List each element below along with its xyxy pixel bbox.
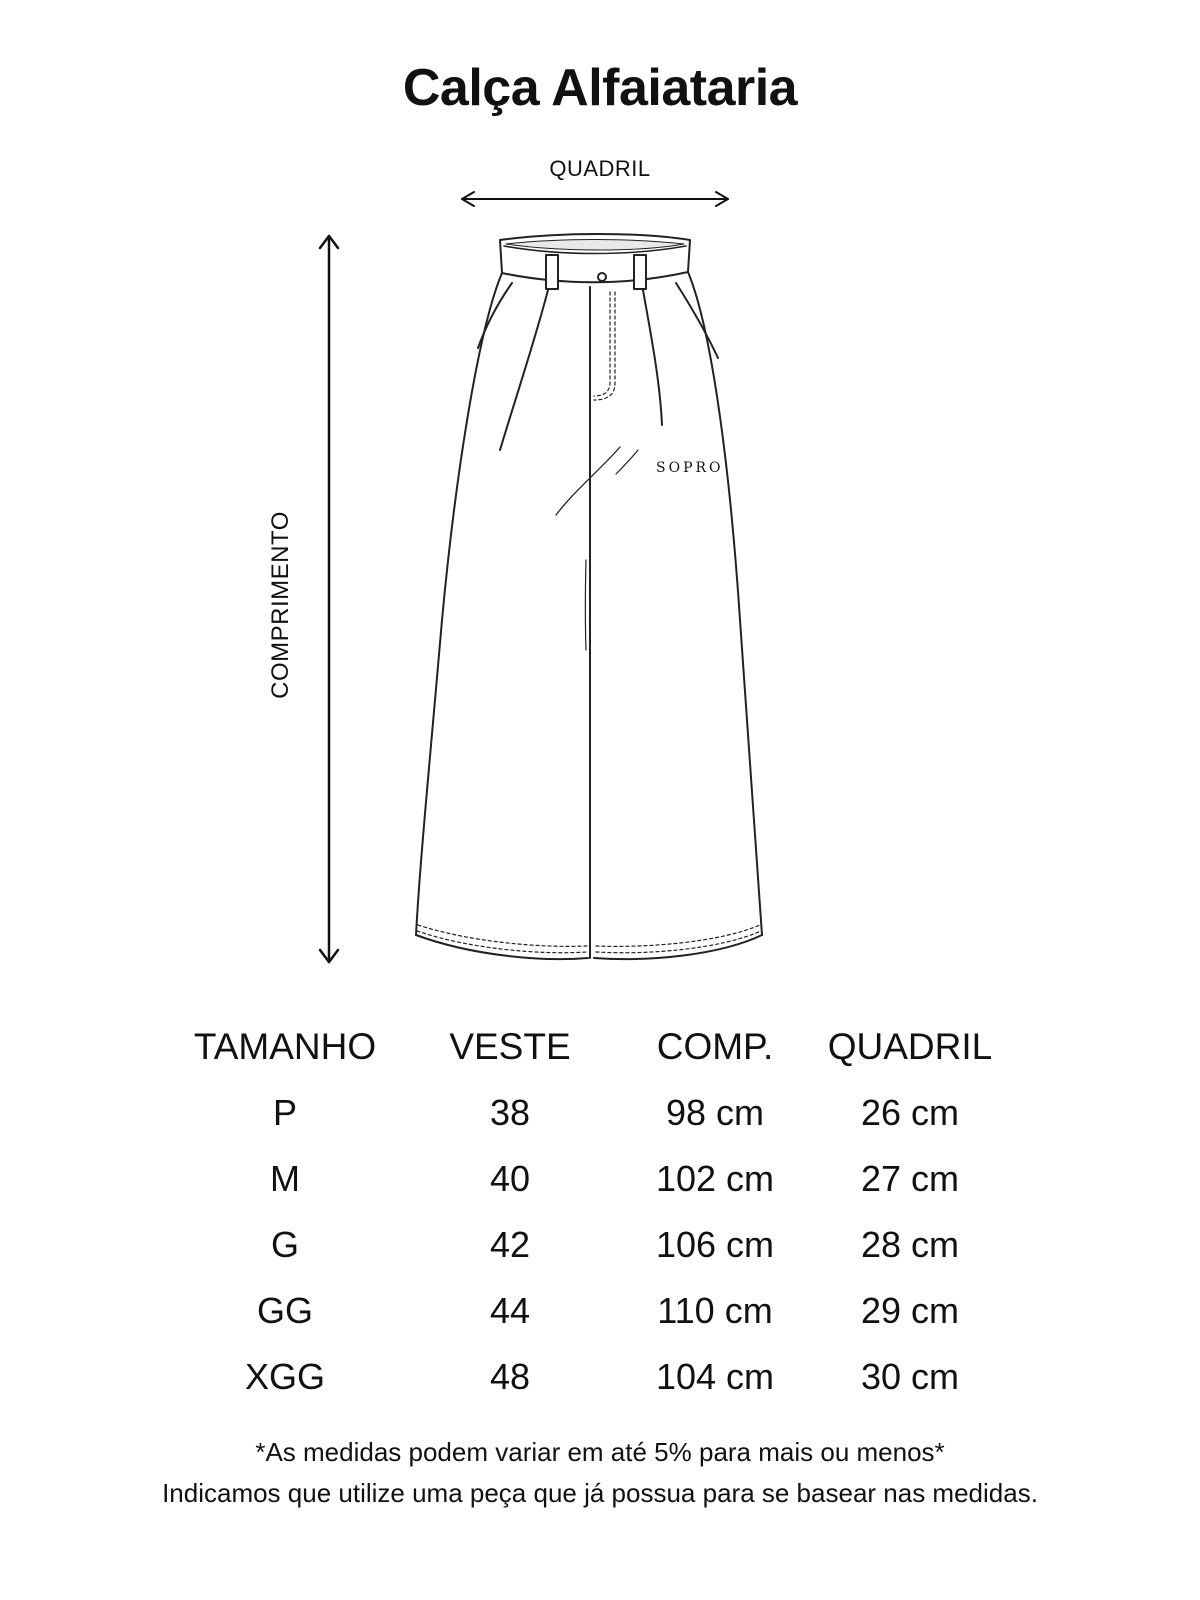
hip-cell: 26 cm <box>860 1092 960 1133</box>
fits-cell: 48 <box>489 1356 531 1397</box>
length-cell: 104 cm <box>655 1356 775 1397</box>
hip-label: QUADRIL <box>549 156 651 181</box>
hip-cell: 27 cm <box>860 1158 960 1199</box>
table-row <box>180 1344 1020 1410</box>
size-cell: P <box>272 1092 297 1133</box>
fits-cell: 40 <box>489 1158 531 1199</box>
measurement-tip: Indicamos que utilize uma peça que já possua para se basear nas medidas. <box>162 1478 1038 1508</box>
length-cell: 102 cm <box>655 1158 775 1199</box>
hip-arrow-icon <box>462 192 728 206</box>
header-hip: QUADRIL <box>827 1026 993 1067</box>
fits-cell: 38 <box>489 1092 531 1133</box>
header-fits: VESTE <box>449 1026 571 1067</box>
page-title: Calça Alfaiataria <box>402 59 798 117</box>
fits-cell: 42 <box>489 1224 531 1265</box>
measurement-note: *As medidas podem variar em até 5% para mais ou menos* <box>255 1437 945 1467</box>
length-arrow-icon <box>320 236 338 962</box>
table-row <box>180 1212 1020 1278</box>
fits-cell: 44 <box>489 1290 531 1331</box>
size-table <box>180 1014 1020 1410</box>
length-cell: 98 cm <box>665 1092 765 1133</box>
length-cell: 110 cm <box>657 1290 773 1331</box>
hip-cell: 28 cm <box>860 1224 960 1265</box>
size-cell: G <box>270 1224 299 1265</box>
table-row <box>180 1278 1020 1344</box>
table-row <box>180 1146 1020 1212</box>
hip-cell: 30 cm <box>860 1356 960 1397</box>
size-cell: GG <box>256 1290 313 1331</box>
header-size: TAMANHO <box>193 1026 377 1067</box>
length-label: COMPRIMENTO <box>267 511 294 699</box>
size-cell: XGG <box>244 1356 325 1397</box>
hip-cell: 29 cm <box>860 1290 960 1331</box>
length-cell: 106 cm <box>655 1224 775 1265</box>
table-header-row <box>180 1014 1020 1080</box>
table-row <box>180 1080 1020 1146</box>
brand-logo: SOPRO <box>656 460 724 476</box>
pants-outline <box>416 234 762 959</box>
header-length: COMP. <box>656 1026 774 1067</box>
size-cell: M <box>270 1158 300 1199</box>
